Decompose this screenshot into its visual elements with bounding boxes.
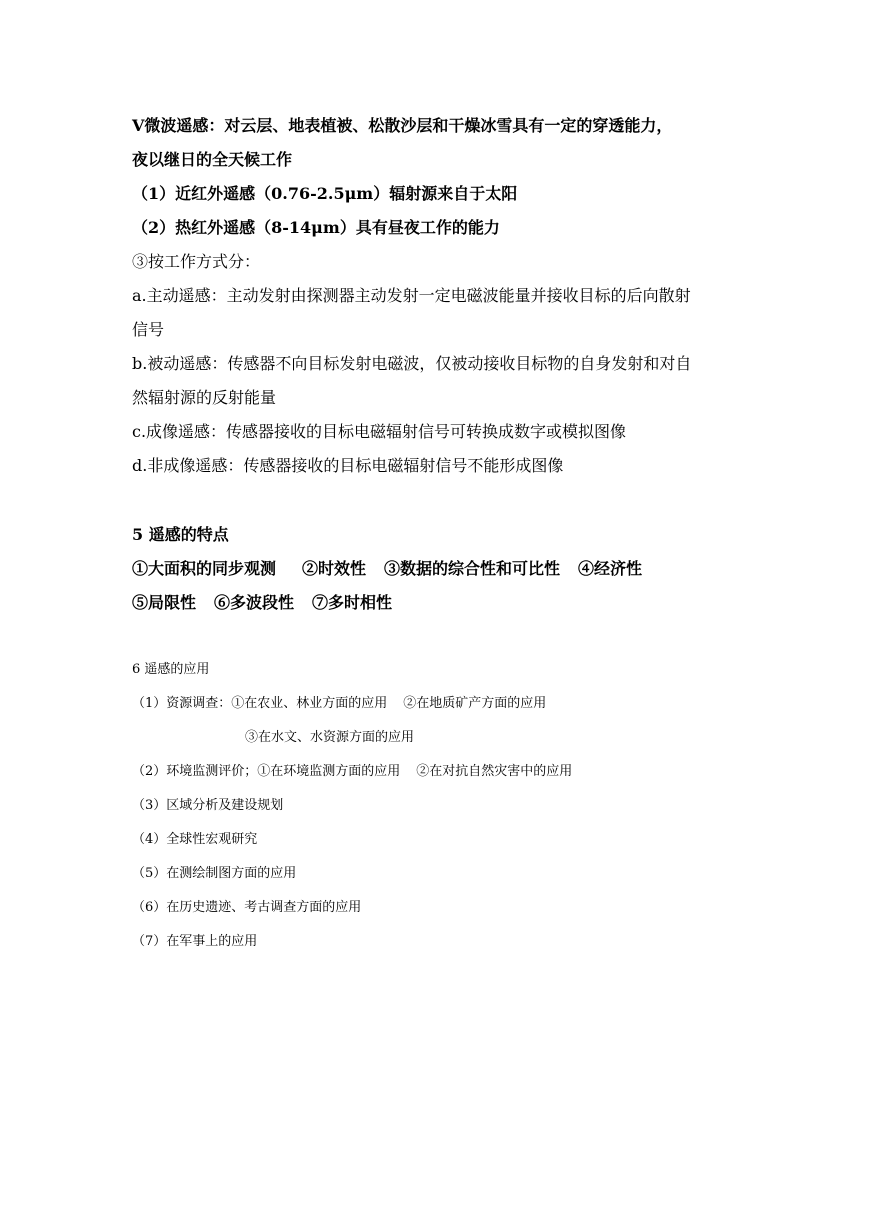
non-imaging-sensing: d.非成像遥感：传感器接收的目标电磁辐射信号不能形成图像 [132, 456, 564, 475]
feature-item: ⑦多时相性 [312, 593, 393, 612]
feature-item: ⑥多波段性 [214, 593, 295, 612]
work-mode-heading: ③按工作方式分： [132, 252, 261, 271]
application-item-1-continued: ③在水文、水资源方面的应用 [245, 730, 415, 745]
features-row-2 [132, 590, 392, 613]
application-text: （2）环境监测评价；①在环境监测方面的应用 [132, 764, 401, 779]
application-item-3: （3）区域分析及建设规划 [132, 798, 284, 813]
application-item-2 [132, 760, 572, 779]
feature-item: ⑤局限性 [132, 593, 197, 612]
application-text: ②在地质矿产方面的应用 [403, 696, 547, 711]
application-item-1 [132, 692, 546, 711]
applications-heading: 6 遥感的应用 [132, 662, 210, 677]
application-item-7: （7）在军事上的应用 [132, 934, 258, 949]
imaging-sensing: c.成像遥感：传感器接收的目标电磁辐射信号可转换成数字或模拟图像 [132, 422, 627, 441]
application-item-4: （4）全球性宏观研究 [132, 832, 258, 847]
application-item-5: （5）在测绘制图方面的应用 [132, 866, 297, 881]
feature-item: ①大面积的同步观测 [132, 559, 277, 578]
active-sensing-line2: 信号 [132, 320, 165, 339]
application-item-6: （6）在历史遗迹、考古调查方面的应用 [132, 900, 362, 915]
feature-item: ④经济性 [578, 559, 643, 578]
microwave-heading-line1: Ⅴ微波遥感：对云层、地表植被、松散沙层和干燥冰雪具有一定的穿透能力， [132, 116, 673, 135]
microwave-heading-line2: 夜以继日的全天候工作 [132, 150, 293, 169]
passive-sensing-line1: b.被动遥感：传感器不向目标发射电磁波，仅被动接收目标物的自身发射和对自 [132, 354, 692, 373]
application-text: ②在对抗自然灾害中的应用 [416, 764, 573, 779]
features-row-1 [132, 556, 642, 579]
near-infrared-item: （1）近红外遥感（0.76-2.5μm）辐射源来自于太阳 [132, 184, 518, 203]
active-sensing-line1: a.主动遥感：主动发射由探测器主动发射一定电磁波能量并接收目标的后向散射 [132, 286, 691, 305]
feature-item: ③数据的综合性和可比性 [384, 559, 561, 578]
application-text: （1）资源调查：①在农业、林业方面的应用 [132, 696, 388, 711]
feature-item: ②时效性 [302, 559, 367, 578]
passive-sensing-line2: 然辐射源的反射能量 [132, 388, 277, 407]
features-heading: 5 遥感的特点 [132, 525, 229, 544]
thermal-infrared-item: （2）热红外遥感（8-14μm）具有昼夜工作的能力 [132, 218, 500, 237]
